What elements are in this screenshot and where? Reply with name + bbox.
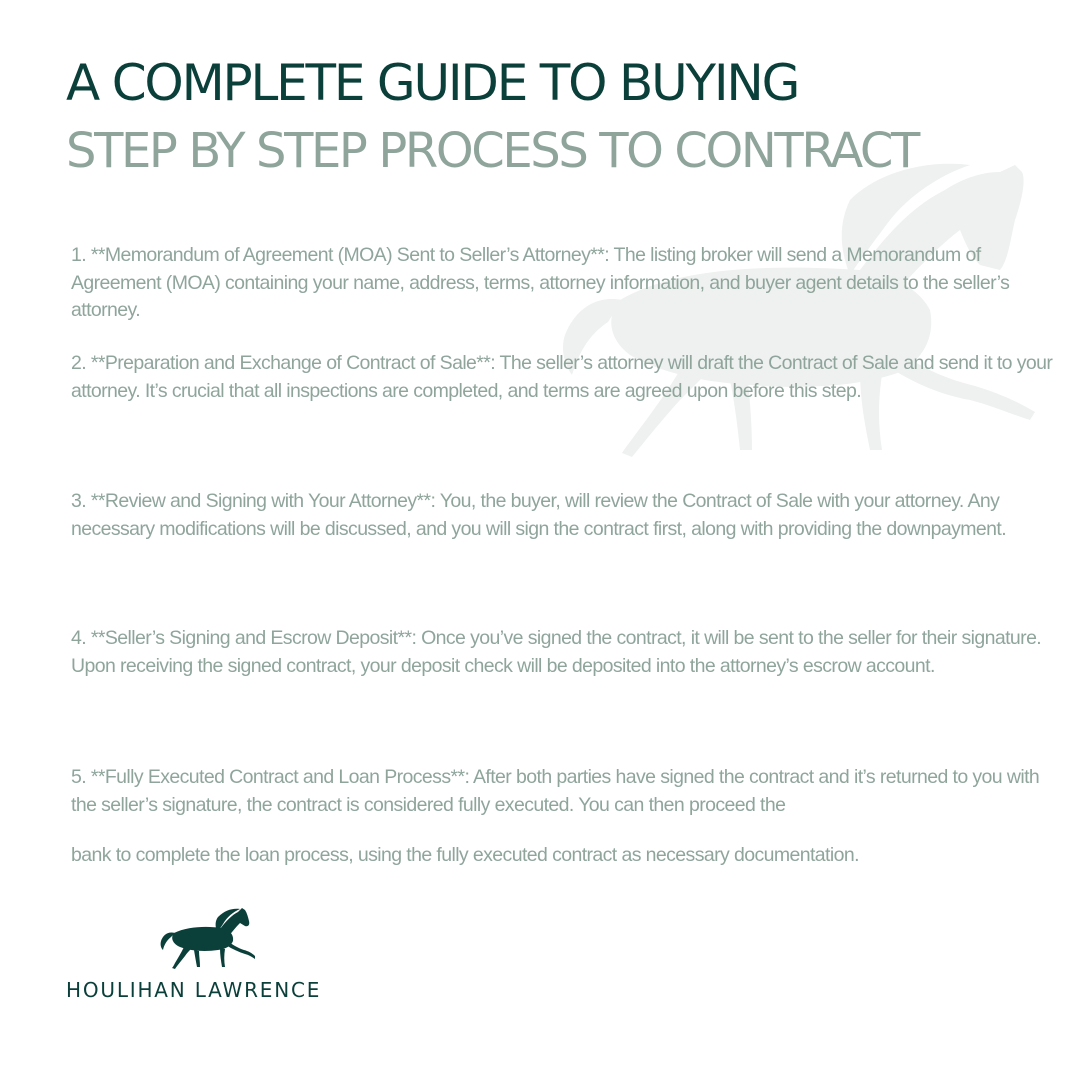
step-3-text: 3. **Review and Signing with Your Attorney**: You, the buyer, will review the Contract of Sale with your attorney. Any necessary modifications will be discussed, and you will sign the contract first, along with providing the downpayment. — [71, 490, 1007, 540]
step-5-text — [71, 763, 1056, 869]
step-5-text-part-b: bank to complete the loan process, using the fully executed contract as necessary documentation. — [71, 844, 859, 866]
page-title: A COMPLETE GUIDE TO BUYING — [66, 54, 799, 112]
horse-icon — [160, 907, 256, 969]
page-subtitle: STEP BY STEP PROCESS TO CONTRACT — [66, 123, 918, 179]
step-4-text: 4. **Seller’s Signing and Escrow Deposit**: Once you’ve signed the contract, it will be sent to the seller for their signature. Upon receiving the signed contract, your deposit check will be deposited into the attorney’s escrow account. — [71, 627, 1042, 677]
brand-name: HOULIHAN LAWRENCE — [66, 978, 322, 1002]
step-5-line-gap — [71, 819, 1056, 841]
step-1-text: 1. **Memorandum of Agreement (MOA) Sent to Seller’s Attorney**: The listing broker will send a Memorandum of Agreement (MOA) containing your name, address, terms, attorney information, and buyer agent details to the seller’s attorney. — [71, 244, 1010, 321]
step-5-text-part-a: 5. **Fully Executed Contract and Loan Process**: After both parties have signed the contract and it’s returned to you with the seller’s signature, the contract is considered fully executed. You can then proceed the — [71, 766, 1040, 816]
step-2-text: 2. **Preparation and Exchange of Contract of Sale**: The seller’s attorney will draft the Contract of Sale and send it to your attorney. It’s crucial that all inspections are completed, and terms are agreed upon before this step. — [71, 352, 1053, 402]
